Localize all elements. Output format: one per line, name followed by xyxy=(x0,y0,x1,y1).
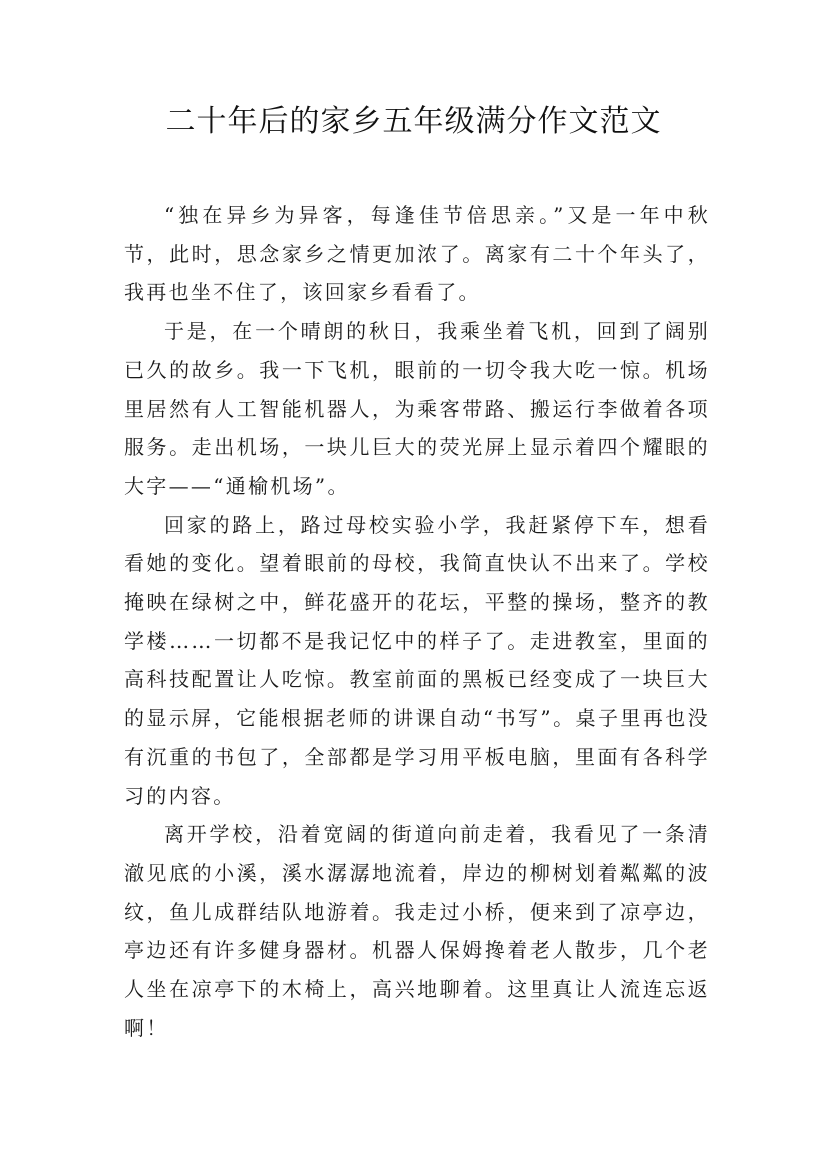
document-title: 二十年后的家乡五年级满分作文范文 xyxy=(165,104,662,139)
essay-paragraph-1: “独在异乡为异客，每逢佳节倍思亲。”又是一年中秋节，此时，思念家乡之情更加浓了。离家有二十个年头了，我再也坐不住了，该回家乡看看了。 xyxy=(124,203,710,305)
essay-paragraph-4: 离开学校，沿着宽阔的街道向前走着，我看见了一条清澈见底的小溪，溪水潺潺地流着，岸边的柳树划着粼粼的波纹，鱼儿成群结队地游着。我走过小桥，便来到了凉亭边，亭边还有许多健身器材。机器人保姆搀着老人散步，几个老人坐在凉亭下的木椅上，高兴地聊着。这里真让人流连忘返啊！ xyxy=(124,822,710,1040)
essay-body xyxy=(124,196,710,1047)
essay-paragraph-2: 于是，在一个晴朗的秋日，我乘坐着飞机，回到了阔别已久的故乡。我一下飞机，眼前的一切令我大吃一惊。机场里居然有人工智能机器人，为乘客带路、搬运行李做着各项服务。走出机场，一块儿巨大的荧光屏上显示着四个耀眼的大字——“通榆机场”。 xyxy=(124,319,710,498)
essay-paragraph-3: 回家的路上，路过母校实验小学，我赶紧停下车，想看看她的变化。望着眼前的母校，我简直快认不出来了。学校掩映在绿树之中，鲜花盛开的花坛，平整的操场，整齐的教学楼……一切都不是我记忆中的样子了。走进教室，里面的高科技配置让人吃惊。教室前面的黑板已经变成了一块巨大的显示屏，它能根据老师的讲课自动“书写”。桌子里再也没有沉重的书包了，全部都是学习用平板电脑，里面有各科学习的内容。 xyxy=(124,512,710,808)
